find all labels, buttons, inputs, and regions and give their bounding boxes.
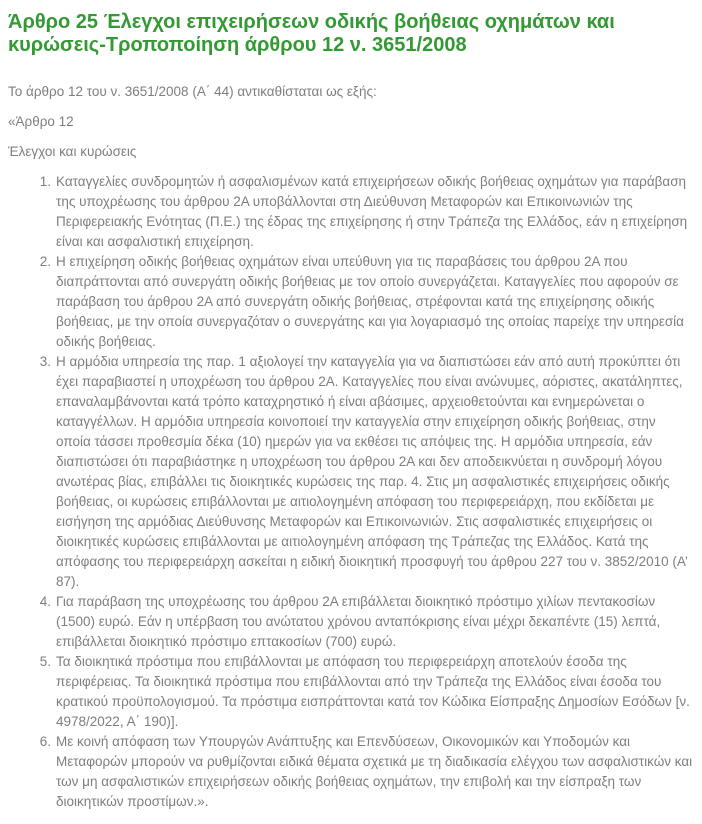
provision-item (39, 732, 694, 812)
provision-text: Για παράβαση της υποχρέωσης του άρθρου 2Α επιβάλλεται διοικητικό πρόστιμο χιλίων πεντακοσίων (1500) ευρώ. Εάν η υπέρβαση του ανώτατου χρόνου ανταπόκρισης είναι μέχρι δεκαπέντε (15) λεπτά, επιβάλλεται διοικητικό πρόστιμο επτακοσίων (700) ευρώ. (56, 594, 661, 649)
provision-number: 6. (39, 734, 51, 749)
provisions-list (8, 172, 694, 812)
article-title: Άρθρο 25 Έλεγχοι επιχειρήσεων οδικής βοήθειας οχημάτων και κυρώσεις-Τροποποίηση άρθρου 12 ν. 3651/2008 (8, 11, 615, 56)
article-subheading: Έλεγχοι και κυρώσεις (8, 144, 137, 159)
provision-item (39, 652, 694, 732)
quoted-article-heading: «Άρθρο 12 (8, 114, 74, 129)
provision-text: Με κοινή απόφαση των Υπουργών Ανάπτυξης και Επενδύσεων, Οικονομικών και Υποδομών και Μεταφορών μπορούν να ρυθμίζονται ειδικά θέματα σχετικά με τη διαδικασία ελέγχου των ασφαλιστικών και των μη ασφαλιστικών επιχειρήσεων οδικής βοήθειας οχημάτων, την επιβολή και την είσπραξη των διοικητικών προστίμων.». (56, 734, 693, 809)
provision-number: 5. (39, 654, 51, 669)
provision-number: 2. (39, 254, 51, 269)
provision-text: Τα διοικητικά πρόστιμα που επιβάλλονται με απόφαση του περιφερειάρχη αποτελούν έσοδα της περιφέρειας. Τα διοικητικά πρόστιμα που επιβάλλονται από την Τράπεζα της Ελλάδος είναι έσοδα του κρατικού προϋπολογισμού. Τα πρόστιμα εισπράττονται κατά τον Κώδικα Είσπραξης Δημοσίων Εσόδων [ν. 4978/2022, Α΄ 190)]. (56, 654, 690, 729)
provision-text: Η επιχείρηση οδικής βοήθειας οχημάτων είναι υπεύθυνη για τις παραβάσεις του άρθρου 2Α που διαπράττονται από συνεργάτη οδικής βοήθειας με τον οποίο συνεργάζεται. Καταγγελίες που αφορούν σε παράβαση του άρθρου 2Α από συνεργάτη οδικής βοήθειας, στρέφονται κατά της επιχείρησης οδικής βοήθειας, με την οποία συνεργαζόταν ο συνεργάτης και για λογαριασμό της οποίας παρείχε την υπηρεσία οδικής βοήθειας. (56, 254, 684, 349)
provision-item (39, 172, 694, 252)
provision-number: 4. (39, 594, 51, 609)
provision-text: Καταγγελίες συνδρομητών ή ασφαλισμένων κατά επιχειρήσεων οδικής βοήθειας οχημάτων για παράβαση της υποχρέωσης του άρθρου 2Α υποβάλλονται στη Διεύθυνση Μεταφορών και Επικοινωνιών της Περιφερειακής Ενότητας (Π.Ε.) της έδρας της επιχείρησης ή στην Τράπεζα της Ελλάδος, εάν η επιχείρηση είναι και ασφαλιστική επιχείρηση. (56, 174, 688, 249)
intro-paragraph: Το άρθρο 12 του ν. 3651/2008 (Α΄ 44) αντικαθίσταται ως εξής: (8, 84, 377, 99)
provision-number: 1. (39, 174, 51, 189)
provision-item (39, 592, 694, 652)
provision-number: 3. (39, 354, 51, 369)
provision-item (39, 252, 694, 352)
provision-item (39, 352, 694, 592)
provision-text: Η αρμόδια υπηρεσία της παρ. 1 αξιολογεί την καταγγελία για να διαπιστώσει εάν από αυτή προκύπτει ότι έχει παραβιαστεί η υποχρέωση του άρθρου 2Α. Καταγγελίες που είναι ανώνυμες, αόριστες, ακατάληπτες, επαναλαμβάνονται κατά τρόπο καταχρηστικό ή είναι αβάσιμες, αρχειοθετούνται και ενημερώνεται ο καταγγέλλων. Η αρμόδια υπηρεσία κοινοποιεί την καταγγελία στην επιχείρηση οδικής βοήθειας, στην οποία τάσσει προθεσμία δέκα (10) ημερών για να εκθέσει τις απόψεις της. Η αρμόδια υπηρεσία, εάν διαπιστώσει ότι παραβιάστηκε η υποχρέωση του άρθρου 2Α και δεν αποδεικνύεται η συνδρομή λόγου ανωτέρας βίας, επιβάλλει τις διοικητικές κυρώσεις της παρ. 4. Στις μη ασφαλιστικές επιχειρήσεις οδικής βοήθειας, οι κυρώσεις επιβάλλονται με αιτιολογημένη απόφαση του περιφερειάρχη, που εκδίδεται με εισήγηση της αρμόδιας Διεύθυνσης Μεταφορών και Επικοινωνιών. Στις ασφαλιστικές επιχειρήσεις οι διοικητικές κυρώσεις επιβάλλονται με αιτιολογημένη απόφαση της Τράπεζας της Ελλάδος. Κατά της απόφασης του περιφερειάρχη ασκείται η ειδική διοικητική προσφυγή του άρθρου 227 του ν. 3852/2010 (Α’ 87). (56, 354, 688, 589)
